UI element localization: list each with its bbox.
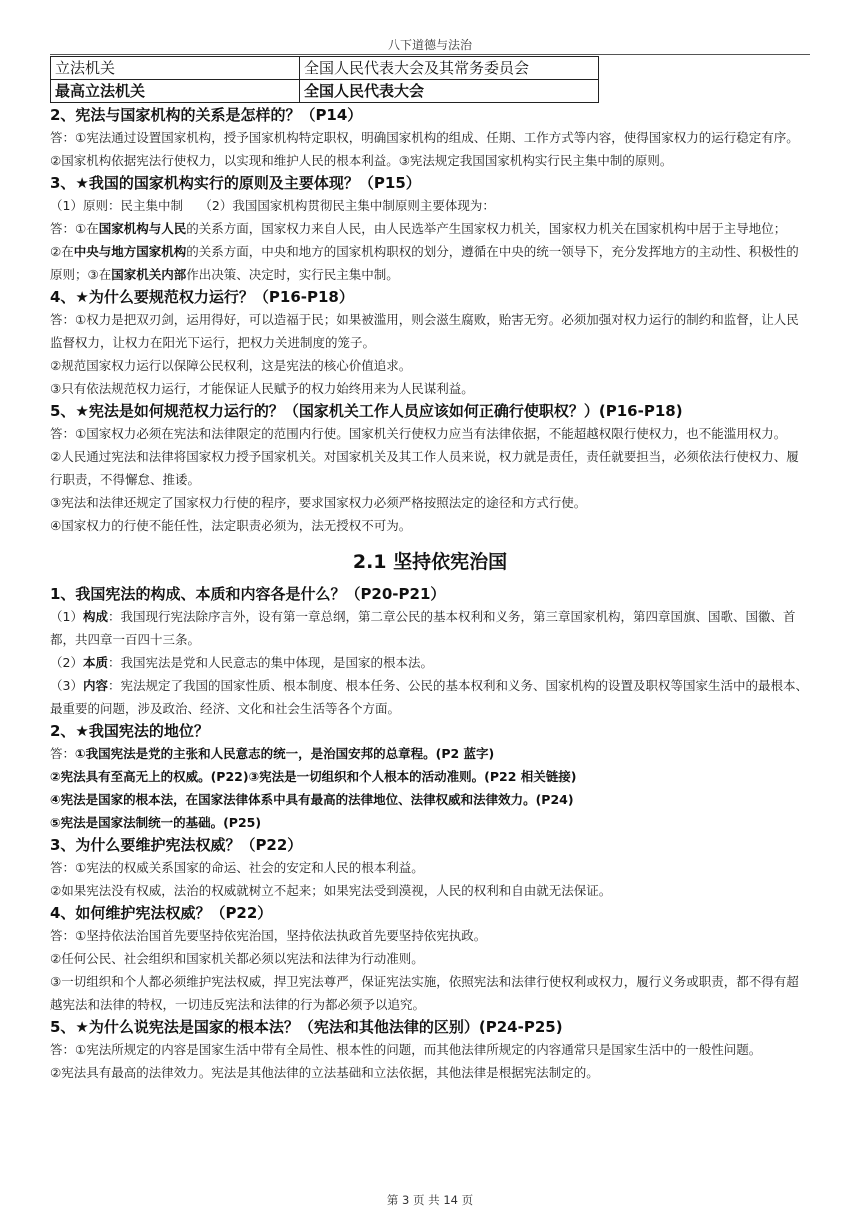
- bold-term: 国家机构与人民: [98, 221, 187, 236]
- bold-term: ①我国宪法是党的主张和人民意志的统一，是治国安邦的总章程。(P2 蓝字): [75, 746, 495, 761]
- answer-text: [50, 217, 810, 240]
- text-run: 答：: [50, 746, 76, 761]
- table-row: [51, 80, 599, 103]
- question-heading: 3、★我国的国家机构实行的原则及主要体现？（P15）: [50, 174, 421, 192]
- question-heading: 4、★为什么要规范权力运行？（P16-P18）: [50, 288, 354, 306]
- answer-text: 答：①国家权力必须在宪法和法律限定的范围内行使。国家机关行使权力应当有法律依据，不能超越权限行使权力，也不能滥用权力。: [50, 426, 787, 441]
- table-row: [51, 57, 599, 80]
- answer-text: ②任何公民、社会组织和国家机关都必须以宪法和法律为行动准则。: [50, 951, 424, 966]
- page-header: 八下道德与法治: [387, 38, 472, 52]
- answer-text: 答：①权力是把双刃剑，运用得好，可以造福于民；如果被滥用，则会滋生腐败，贻害无穷。必须加强对权力运行的制约和监督，让人民监督权力，让权力在阳光下运行，把权力关进制度的笼子。: [50, 312, 799, 350]
- question-heading: 5、★宪法是如何规范权力运行的？（国家机关工作人员应该如何正确行使职权？）(P16-P18): [50, 402, 683, 420]
- text-run: ：宪法规定了我国的国家性质、根本制度、根本任务、公民的基本权利和义务、国家机构的设置及职权等国家生活中的最根本、最重要的问题，涉及政治、经济、文化和社会生活等各个方面。: [50, 678, 808, 716]
- answer-text: ③一切组织和个人都必须维护宪法权威，捍卫宪法尊严，保证宪法实施，依照宪法和法律行使权利或权力，履行义务或职责，都不得有超越宪法和法律的特权，一切违反宪法和法律的行为都必须予以追究。: [50, 974, 799, 1012]
- text-run: （2）: [50, 655, 83, 670]
- section-title: 2.1 坚持依宪治国: [352, 551, 508, 573]
- answer-text: ②宪法具有至高无上的权威。(P22)③宪法是一切组织和个人根本的活动准则。(P22 相关链接): [50, 769, 577, 784]
- answer-text: [50, 674, 810, 720]
- table-cell: 立法机关: [51, 57, 300, 80]
- text-run: 的关系方面，国家权力来自人民，由人民选举产生国家权力机关，国家权力机关在国家机构中居于主导地位；: [186, 221, 787, 236]
- question-heading: 4、如何维护宪法权威？（P22）: [50, 904, 273, 922]
- answer-text: ③宪法和法律还规定了国家权力行使的程序，要求国家权力必须严格按照法定的途径和方式行使。: [50, 495, 587, 510]
- table-cell: 全国人民代表大会及其常务委员会: [300, 57, 599, 80]
- text-run: 答：①在: [50, 221, 99, 236]
- bold-term: 国家机关内部: [111, 267, 187, 282]
- answer-text: [50, 742, 810, 765]
- answer-text: ③只有依法规范权力运行，才能保证人民赋予的权力始终用来为人民谋利益。: [50, 381, 474, 396]
- answer-text: （1）原则：民主集中制 （2）我国国家机构贯彻民主集中制原则主要体现为：: [50, 198, 495, 213]
- table-cell: 全国人民代表大会: [300, 80, 599, 103]
- question-heading: 1、我国宪法的构成、本质和内容各是什么？（P20-P21）: [50, 585, 446, 603]
- page-footer: 第 3 页 共 14 页: [386, 1193, 474, 1207]
- answer-text: ⑤宪法是国家法制统一的基础。(P25): [50, 815, 262, 830]
- answer-text: [50, 605, 810, 651]
- answer-text: ④宪法是国家的根本法，在国家法律体系中具有最高的法律地位、法律权威和法律效力。(P24): [50, 792, 574, 807]
- question-heading: 3、为什么要维护宪法权威？（P22）: [50, 836, 303, 854]
- text-run: （1）: [50, 609, 83, 624]
- bold-term: 内容: [82, 678, 108, 693]
- answer-text: ②如果宪法没有权威，法治的权威就树立不起来；如果宪法受到漠视，人民的权利和自由就无法保证。: [50, 883, 612, 898]
- content-body: [50, 104, 810, 1084]
- text-run: ：我国现行宪法除序言外，设有第一章总纲，第二章公民的基本权利和义务，第三章国家机构，第四章国旗、国歌、国徽、首都，共四章一百四十三条。: [50, 609, 796, 647]
- answer-text: 答：①宪法通过设置国家机构，授予国家机构特定职权，明确国家机构的组成、任期、工作方式等内容，使得国家权力的运行稳定有序。: [50, 130, 799, 145]
- table-cell: 最高立法机关: [51, 80, 300, 103]
- text-run: ②在: [50, 244, 74, 259]
- answer-text: ②人民通过宪法和法律将国家权力授予国家机关。对国家机关及其工作人员来说，权力就是责任，责任就要担当，必须依法行使权力、履行职责，不得懈怠、推诿。: [50, 449, 799, 487]
- organ-table: [50, 56, 599, 103]
- text-run: 的关系方面，中央和地方的国家机构职权的划分，遵循在中央的统一领导下，充分发挥地方的主动性、积极性的原则；③在: [50, 244, 799, 282]
- text-run: 作出决策、决定时，实行民主集中制。: [186, 267, 399, 282]
- answer-text: ②宪法具有最高的法律效力。宪法是其他法律的立法基础和立法依据，其他法律是根据宪法制定的。: [50, 1065, 599, 1080]
- question-heading: 2、★我国宪法的地位？: [50, 722, 209, 740]
- answer-text: ②国家机构依据宪法行使权力，以实现和维护人民的根本利益。③宪法规定我国国家机构实行民主集中制的原则。: [50, 153, 673, 168]
- bold-term: 本质: [82, 655, 108, 670]
- bold-term: 中央与地方国家机构: [73, 244, 187, 259]
- answer-text: ④国家权力的行使不能任性，法定职责必须为，法无授权不可为。: [50, 518, 412, 533]
- answer-text: 答：①宪法所规定的内容是国家生活中带有全局性、根本性的问题，而其他法律所规定的内容通常只是国家生活中的一般性问题。: [50, 1042, 762, 1057]
- answer-text: ②规范国家权力运行以保障公民权利，这是宪法的核心价值追求。: [50, 358, 412, 373]
- answer-text: 答：①坚持依法治国首先要坚持依宪治国，坚持依法执政首先要坚持依宪执政。: [50, 928, 487, 943]
- text-run: ：我国宪法是党和人民意志的集中体现，是国家的根本法。: [107, 655, 433, 670]
- answer-text: [50, 240, 810, 286]
- answer-text: 答：①宪法的权威关系国家的命运、社会的安定和人民的根本利益。: [50, 860, 424, 875]
- bold-term: 构成: [82, 609, 108, 624]
- header-rule: [50, 54, 810, 55]
- text-run: （3）: [50, 678, 83, 693]
- answer-text: [50, 651, 810, 674]
- question-heading: 2、宪法与国家机构的关系是怎样的？（P14）: [50, 106, 363, 124]
- question-heading: 5、★为什么说宪法是国家的根本法？（宪法和其他法律的区别）(P24-P25): [50, 1018, 563, 1036]
